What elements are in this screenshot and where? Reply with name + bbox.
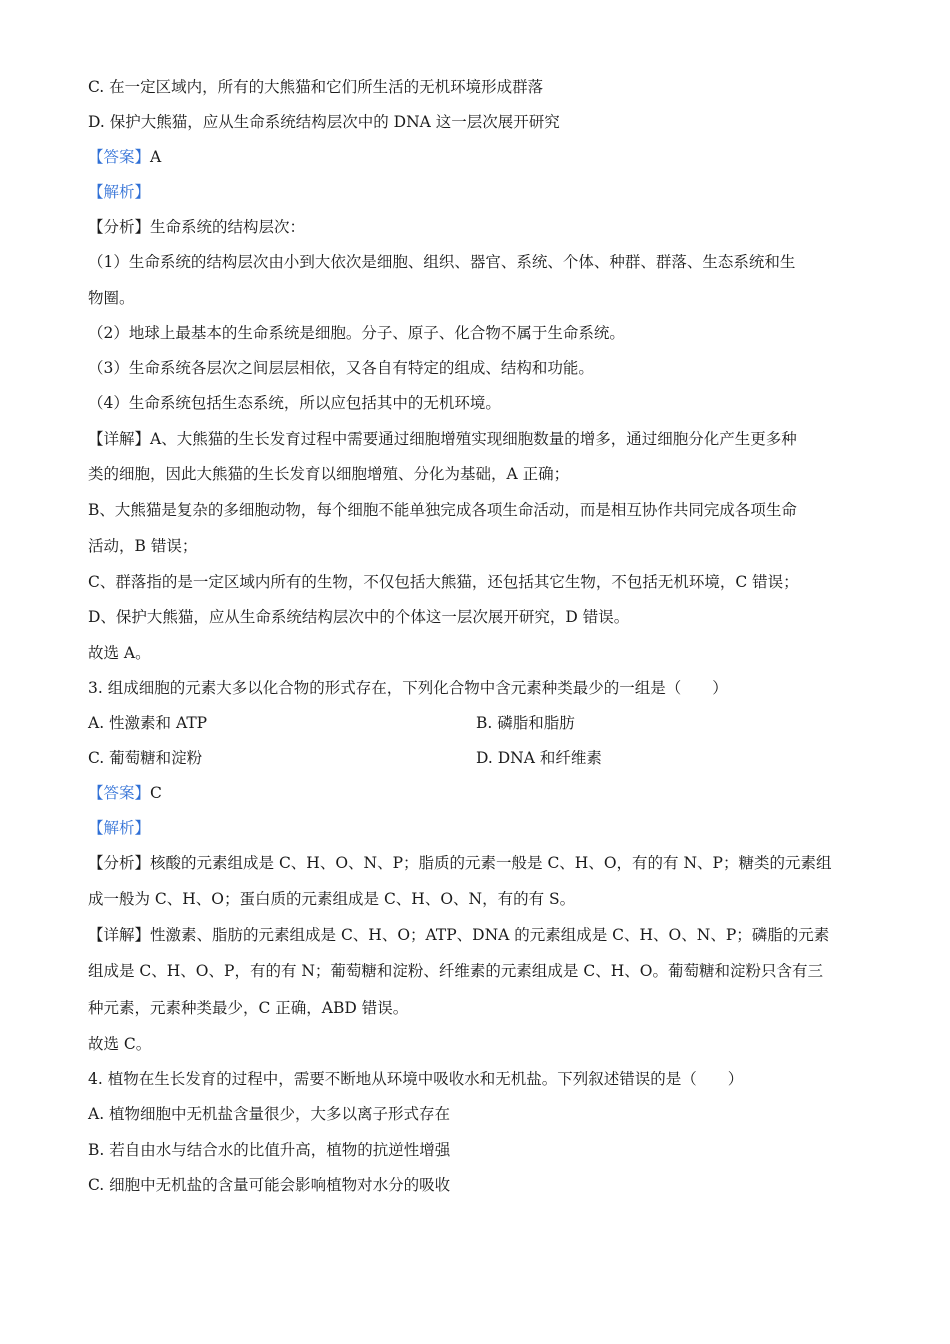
q3-detail: [88, 925, 829, 945]
analysis-text: 生命系统的结构层次：: [150, 218, 306, 236]
q2-detail-line: 类的细胞，因此大熊猫的生长发育以细胞增殖、分化为基础，A 正确；: [88, 465, 570, 483]
q4-option-a: A. 植物细胞中无机盐含量很少，大多以离子形式存在: [88, 1105, 451, 1123]
q2-point: （2）地球上最基本的生命系统是细胞。分子、原子、化合物不属于生命系统。: [88, 324, 625, 342]
q2-detail-line: C、群落指的是一定区域内所有的生物，不仅包括大熊猫，还包括其它生物，不包括无机环境，C 错误；: [88, 573, 799, 591]
q2-point: （4）生命系统包括生态系统，所以应包括其中的无机环境。: [88, 394, 501, 412]
q2-detail-line: 活动，B 错误；: [88, 537, 198, 555]
q3-conclusion: 故选 C。: [88, 1035, 152, 1053]
answer-value: C: [150, 784, 162, 802]
q2-option-d: D. 保护大熊猫，应从生命系统结构层次中的 DNA 这一层次展开研究: [88, 113, 560, 131]
answer-tag: 【答案】: [88, 148, 151, 166]
q4-option-b: B. 若自由水与结合水的比值升高，植物的抗逆性增强: [88, 1141, 451, 1159]
q2-answer: [88, 147, 161, 167]
q3-jiexi-tag: 【解析】: [88, 819, 151, 837]
q3-analysis-line: 成一般为 C、H、O；蛋白质的元素组成是 C、H、O、N，有的有 S。: [88, 890, 576, 908]
analysis-tag: 【分析】: [88, 854, 151, 872]
q2-point: 物圈。: [88, 289, 135, 307]
q2-jiexi-tag: 【解析】: [88, 183, 151, 201]
q3-option-b: B. 磷脂和脂肪: [476, 714, 575, 732]
detail-text: A、大熊猫的生长发育过程中需要通过细胞增殖实现细胞数量的增多，通过细胞分化产生更多种: [150, 430, 797, 448]
q4-option-c: C. 细胞中无机盐的含量可能会影响植物对水分的吸收: [88, 1176, 451, 1194]
q3-answer: [88, 783, 162, 803]
q4-stem: 4. 植物在生长发育的过程中，需要不断地从环境中吸收水和无机盐。下列叙述错误的是（ ）: [88, 1070, 744, 1088]
analysis-text: 核酸的元素组成是 C、H、O、N、P；脂质的元素一般是 C、H、O，有的有 N、P；糖类的元素组: [150, 854, 832, 872]
q3-detail-line: 种元素，元素种类最少，C 正确，ABD 错误。: [88, 999, 409, 1017]
q3-option-c: C. 葡萄糖和淀粉: [88, 749, 203, 767]
detail-text: 性激素、脂肪的元素组成是 C、H、O；ATP、DNA 的元素组成是 C、H、O、N、P；磷脂的元素: [150, 926, 830, 944]
q2-detail-line: B、大熊猫是复杂的多细胞动物，每个细胞不能单独完成各项生命活动，而是相互协作共同完成各项生命: [88, 501, 797, 519]
q3-option-a: A. 性激素和 ATP: [88, 714, 208, 732]
q3-stem: 3. 组成细胞的元素大多以化合物的形式存在，下列化合物中含元素种类最少的一组是（ ）: [88, 679, 728, 697]
q2-conclusion: 故选 A。: [88, 644, 151, 662]
q2-detail-line: D、保护大熊猫，应从生命系统结构层次中的个体这一层次展开研究，D 错误。: [88, 608, 630, 626]
detail-tag: 【详解】: [88, 926, 151, 944]
q2-point: （3）生命系统各层次之间层层相依，又各自有特定的组成、结构和功能。: [88, 359, 594, 377]
q3-analysis: [88, 853, 831, 873]
detail-tag: 【详解】: [88, 430, 151, 448]
q2-option-c: C. 在一定区域内，所有的大熊猫和它们所生活的无机环境形成群落: [88, 78, 544, 96]
answer-value: A: [150, 148, 162, 166]
q3-detail-line: 组成是 C、H、O、P，有的有 N；葡萄糖和淀粉、纤维素的元素组成是 C、H、O。葡萄糖和淀粉只含有三: [88, 962, 823, 980]
answer-tag: 【答案】: [88, 784, 151, 802]
q3-option-d: D. DNA 和纤维素: [476, 749, 602, 767]
q2-point: （1）生命系统的结构层次由小到大依次是细胞、组织、器官、系统、个体、种群、群落、生态系统和生: [88, 253, 796, 271]
q2-analysis: [88, 217, 305, 237]
analysis-tag: 【分析】: [88, 218, 151, 236]
q2-detail: [88, 429, 797, 449]
